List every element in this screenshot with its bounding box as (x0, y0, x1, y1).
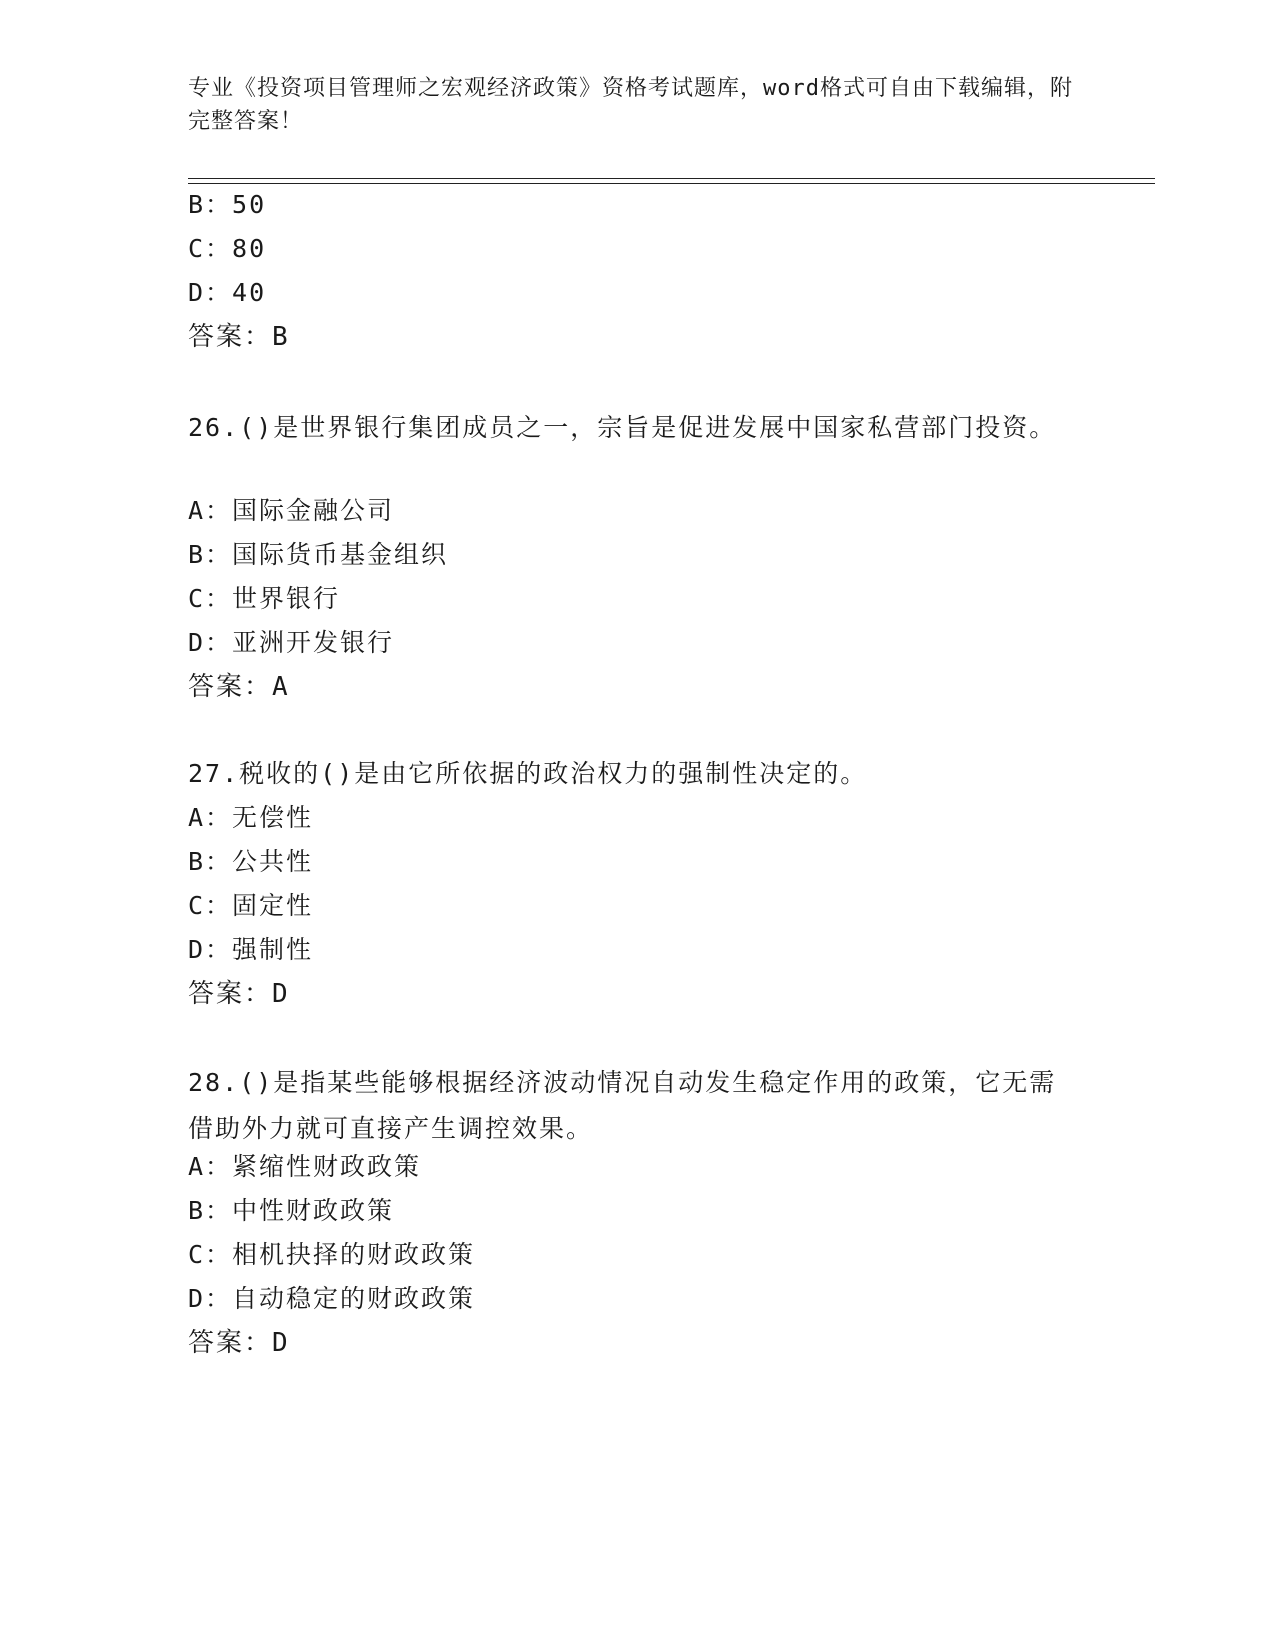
answer: 答案：A (188, 672, 290, 702)
option-c: C：世界银行 (188, 584, 341, 613)
option-c: C：固定性 (188, 891, 314, 920)
option-b: B：中性财政政策 (188, 1196, 395, 1225)
option-d: D：自动稳定的财政政策 (188, 1284, 476, 1313)
header-rule-top (188, 178, 1155, 179)
option-b: B：50 (188, 190, 267, 219)
option-a: A：紧缩性财政政策 (188, 1152, 422, 1181)
question-stem: 27.税收的()是由它所依据的政治权力的强制性决定的。 (188, 759, 868, 788)
answer: 答案：B (188, 322, 290, 352)
option-d: D：强制性 (188, 935, 314, 964)
option-a: A：无偿性 (188, 803, 314, 832)
answer: 答案：D (188, 1328, 290, 1358)
option-d: D：40 (188, 278, 267, 307)
question-stem: 26.()是世界银行集团成员之一，宗旨是促进发展中国家私营部门投资。 (188, 413, 1057, 442)
question-stem: 28.()是指某些能够根据经济波动情况自动发生稳定作用的政策，它无需借助外力就可直接产生调控效果。 (188, 1068, 1057, 1143)
option-a: A：国际金融公司 (188, 496, 395, 525)
header-rule-bottom (188, 183, 1155, 184)
answer: 答案：D (188, 979, 290, 1009)
option-b: B：国际货币基金组织 (188, 540, 449, 569)
option-c: C：80 (188, 234, 267, 263)
page-header: 专业《投资项目管理师之宏观经济政策》资格考试题库，word格式可自由下载编辑，附完整答案！ (188, 76, 1073, 134)
option-b: B：公共性 (188, 847, 314, 876)
option-d: D：亚洲开发银行 (188, 628, 395, 657)
option-c: C：相机抉择的财政政策 (188, 1240, 476, 1269)
